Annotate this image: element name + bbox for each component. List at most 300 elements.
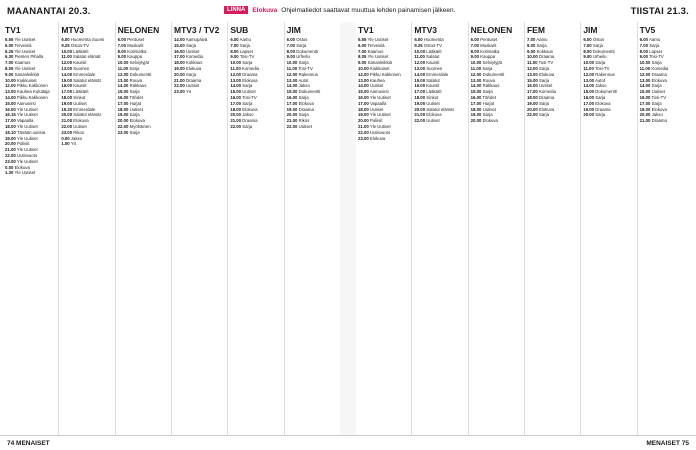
program-entry xyxy=(61,66,112,71)
channel-column xyxy=(3,22,59,435)
program-title: Draama xyxy=(242,118,258,124)
program-title: Sarja xyxy=(538,100,549,106)
channel-column xyxy=(356,22,412,435)
program-entry xyxy=(61,101,112,106)
program-title: Aamuvirsi xyxy=(369,89,389,95)
program-title: Yle Uutiset xyxy=(367,37,389,42)
program-time: 16.00 xyxy=(583,94,595,100)
program-time: 10.00 xyxy=(583,60,595,66)
program-entry xyxy=(5,170,56,175)
program-entry xyxy=(583,49,634,54)
program-time: 13.00 xyxy=(286,77,298,83)
program-entry xyxy=(118,66,169,71)
program-title: Sarja xyxy=(129,65,140,71)
program-time: 6.00 xyxy=(470,37,480,42)
program-entry xyxy=(583,60,634,65)
program-title: Dokumentti xyxy=(129,71,152,77)
program-entry xyxy=(61,49,112,54)
program-time: 8.00 xyxy=(526,42,536,48)
program-title: Jakso xyxy=(242,112,254,118)
ad-label: Elokuva xyxy=(252,6,278,14)
program-time: 21.00 xyxy=(639,118,651,124)
program-time: 15.00 xyxy=(117,89,129,95)
program-title: Pikku Kakkonen xyxy=(16,94,48,100)
program-time: 20.00 xyxy=(61,112,73,118)
program-time: 17.00 xyxy=(173,54,185,60)
program-title: Hurjat xyxy=(129,100,142,106)
program-title: Sarja xyxy=(298,112,309,118)
program-entry xyxy=(414,54,465,59)
program-time: 9.00 xyxy=(639,54,649,60)
program-time: 13.00 xyxy=(639,77,651,83)
program-time: 21.00 xyxy=(5,147,16,153)
channel-name: JIM xyxy=(583,25,598,35)
program-time: 16.00 xyxy=(61,83,73,89)
program-title: Dokumentti xyxy=(298,89,321,95)
program-entry xyxy=(230,124,281,129)
program-entry xyxy=(118,130,169,135)
program-time: 8.00 xyxy=(286,48,296,54)
program-time: 9.00 xyxy=(358,60,367,66)
program-time: 7.00 xyxy=(230,42,239,48)
program-entry xyxy=(61,95,112,100)
program-entry xyxy=(5,153,56,158)
program-time: 9.00 xyxy=(583,54,592,60)
program-entry xyxy=(287,107,338,112)
program-title: Ostos-TV xyxy=(70,42,90,48)
left-date: MAANANTAI 20.3. xyxy=(7,6,91,17)
program-entry xyxy=(174,60,225,65)
program-entry xyxy=(230,78,281,83)
program-entry xyxy=(471,43,522,48)
program-entry xyxy=(358,107,409,112)
program-entry xyxy=(5,112,56,117)
program-title: Yö xyxy=(185,89,192,95)
program-entry xyxy=(5,54,56,59)
program-entry xyxy=(583,89,634,94)
channel-name: NELONEN xyxy=(470,25,513,35)
program-entry xyxy=(640,101,691,106)
program-time: 19.00 xyxy=(173,65,185,71)
program-title: Kaamos xyxy=(14,60,31,66)
program-time: 22.00 xyxy=(117,123,129,129)
program-entry xyxy=(640,49,691,54)
program-entry xyxy=(640,60,691,65)
program-title: Yle Uutiset xyxy=(14,48,36,54)
channel-column xyxy=(638,22,693,435)
program-entry xyxy=(5,141,56,146)
program-title: Yle Uutiset xyxy=(16,158,38,164)
program-entry xyxy=(5,37,56,42)
program-time: 15.00 xyxy=(414,77,426,83)
header-ad xyxy=(224,4,459,16)
program-entry xyxy=(61,130,112,135)
program-time: 20.00 xyxy=(5,141,16,147)
ad-logo: LINNA xyxy=(224,6,248,14)
program-entry xyxy=(640,112,691,117)
program-time: 12.00 xyxy=(583,71,595,77)
program-time: 7.00 xyxy=(117,42,127,48)
program-entry xyxy=(230,43,281,48)
program-time: 15.00 xyxy=(639,89,651,95)
program-time: 9.00 xyxy=(5,71,14,77)
program-title: Draama xyxy=(185,77,202,83)
program-title: Uutiset xyxy=(73,123,87,129)
program-title: Draama xyxy=(242,71,258,77)
program-title: Aamu xyxy=(648,37,661,42)
program-title: Jakso xyxy=(70,135,83,141)
ad-text: Ohjelmatiedot saattavat muuttua lehden painamisen jälkeen. xyxy=(281,6,456,14)
program-entry xyxy=(471,60,522,65)
program-time: 18.00 xyxy=(639,106,651,112)
program-entry xyxy=(471,49,522,54)
program-title: Lääkärit xyxy=(73,89,89,95)
program-entry xyxy=(287,43,338,48)
program-entry xyxy=(527,37,578,42)
program-title: Rouva xyxy=(482,77,496,83)
program-time: 21.00 xyxy=(173,77,185,83)
program-time: 10.00 xyxy=(286,60,298,66)
program-title: Elokuva xyxy=(426,112,442,118)
channel-column xyxy=(116,22,172,435)
program-time: 8.00 xyxy=(583,48,592,54)
channel-column xyxy=(172,22,228,435)
program-title: Urheilu xyxy=(296,54,310,60)
program-entry xyxy=(527,72,578,77)
program-entry xyxy=(358,54,409,59)
program-title: Tosi-TV xyxy=(538,60,554,66)
program-time: 12.00 xyxy=(286,71,298,77)
program-entry xyxy=(230,95,281,100)
program-time: 8.00 xyxy=(470,48,480,54)
program-time: 6.25 xyxy=(5,48,14,54)
program-time: 9.00 xyxy=(526,48,536,54)
program-time: 9.25 xyxy=(61,42,70,48)
program-title: Aamu xyxy=(239,37,251,42)
program-title: Sarja xyxy=(185,42,196,48)
program-time: 11.00 xyxy=(286,65,298,71)
program-title: Yle Uutiset xyxy=(367,54,389,60)
program-title: Sarja xyxy=(651,83,662,89)
program-time: 12.00 xyxy=(526,65,538,71)
program-title: Pikku Kakkonen xyxy=(369,71,401,77)
program-entry xyxy=(5,89,56,94)
right-page-number: MENAISET 75 xyxy=(646,440,689,447)
program-time: 18.00 xyxy=(5,123,16,129)
program-time: 18.00 xyxy=(526,94,538,100)
program-entry xyxy=(230,107,281,112)
program-entry xyxy=(471,101,522,106)
program-time: 20.00 xyxy=(526,106,538,112)
program-time: 19.00 xyxy=(526,100,538,106)
program-time: 20.00 xyxy=(286,112,298,118)
program-title: Uutiset xyxy=(426,100,440,106)
program-entry xyxy=(61,136,112,141)
program-title: Rikos xyxy=(298,118,310,124)
program-title: Pikku Kakkonen xyxy=(16,83,48,89)
program-entry xyxy=(230,54,281,59)
program-entry xyxy=(527,66,578,71)
program-time: 16.00 xyxy=(286,94,298,100)
program-entry xyxy=(61,54,112,59)
program-time: 20.00 xyxy=(414,106,426,112)
program-entry xyxy=(5,101,56,106)
program-entry xyxy=(358,118,409,123)
program-title: Sarja xyxy=(239,42,250,48)
program-time: 15.00 xyxy=(583,89,595,95)
program-entry xyxy=(527,49,578,54)
program-title: Tosi-TV xyxy=(239,54,255,60)
program-time: 10.00 xyxy=(61,48,73,54)
program-time: 16.00 xyxy=(414,83,426,89)
program-time: 13.00 xyxy=(470,77,482,83)
channel-name: MTV3 xyxy=(414,25,437,35)
channel-name: TV1 xyxy=(5,25,21,35)
program-entry xyxy=(471,112,522,117)
program-entry xyxy=(287,72,338,77)
program-title: Sarja xyxy=(538,65,549,71)
program-entry xyxy=(640,118,691,123)
program-entry xyxy=(640,89,691,94)
program-entry xyxy=(5,147,56,152)
program-time: 22.00 xyxy=(5,152,16,158)
program-title: Lääkärit xyxy=(426,48,442,54)
page-footer xyxy=(0,435,696,450)
program-title: Uutiset xyxy=(242,89,256,95)
program-time: 10.00 xyxy=(639,60,651,66)
program-time: 5.55 xyxy=(358,37,367,42)
program-time: 10.00 xyxy=(117,60,129,66)
program-title: Lääkärit xyxy=(73,48,89,54)
program-entry xyxy=(287,54,338,59)
program-entry xyxy=(174,66,225,71)
program-entry xyxy=(5,165,56,170)
program-title: Yö xyxy=(70,141,77,147)
program-title: Tähdet xyxy=(129,94,143,100)
program-title: Salatut xyxy=(426,77,440,83)
program-title: Ostos xyxy=(592,37,605,42)
program-title: Rakkaus xyxy=(482,83,500,89)
program-title: Emmerdale xyxy=(73,106,96,112)
program-entry xyxy=(358,37,409,42)
program-title: Uutisvuoto xyxy=(369,129,391,135)
program-title: Salatut elämät xyxy=(73,77,101,83)
program-entry xyxy=(118,89,169,94)
program-time: 18.00 xyxy=(230,106,242,112)
program-time: 12.00 xyxy=(230,71,242,77)
program-time: 12.00 xyxy=(414,60,426,66)
program-entry xyxy=(527,89,578,94)
program-title: Elokuva xyxy=(14,164,30,170)
program-time: 21.00 xyxy=(358,123,369,129)
program-entry xyxy=(118,72,169,77)
program-time: 19.00 xyxy=(61,100,73,106)
program-title: Lääkärit xyxy=(426,89,442,95)
program-title: Yle Uutiset xyxy=(16,147,38,153)
program-title: Sarja xyxy=(185,71,196,77)
program-entry xyxy=(118,60,169,65)
program-entry xyxy=(583,43,634,48)
program-time: 9.25 xyxy=(414,42,423,48)
program-entry xyxy=(174,49,225,54)
program-title: Tosi-TV xyxy=(594,65,610,71)
program-time: 0.00 xyxy=(61,135,70,141)
program-title: Dokumentti xyxy=(592,48,615,54)
program-entry xyxy=(118,78,169,83)
program-time: 15.00 xyxy=(358,89,369,95)
program-entry xyxy=(414,118,465,123)
channel-name: MTV3 / TV2 xyxy=(173,25,220,35)
program-entry xyxy=(471,89,522,94)
program-time: 6.00 xyxy=(286,37,296,42)
program-entry xyxy=(61,78,112,83)
program-time: 8.00 xyxy=(117,48,127,54)
program-title: Kokkaus xyxy=(185,60,203,66)
program-time: 8.05 xyxy=(358,54,367,60)
channel-column xyxy=(285,22,340,435)
program-time: 10.00 xyxy=(470,60,482,66)
program-title: Ostos-TV xyxy=(423,42,443,48)
channel-name: NELONEN xyxy=(117,25,160,35)
program-title: Uutiset xyxy=(482,106,496,112)
program-time: 20.00 xyxy=(639,112,651,118)
program-entry xyxy=(230,60,281,65)
program-time: 7.00 xyxy=(639,42,649,48)
program-entry xyxy=(414,60,465,65)
program-time: 16.15 xyxy=(5,112,16,118)
program-title: Komedia xyxy=(242,65,259,71)
program-title: Emmerdale xyxy=(426,71,449,77)
program-entry xyxy=(358,101,409,106)
program-time: 22.00 xyxy=(286,123,298,129)
program-time: 13.00 xyxy=(583,77,595,83)
program-entry xyxy=(358,95,409,100)
channel-column xyxy=(59,22,115,435)
program-time: 12.00 xyxy=(5,83,16,89)
program-title: Elokuva xyxy=(73,118,89,124)
program-title: Kauniit xyxy=(73,60,87,66)
program-entry xyxy=(527,107,578,112)
program-entry xyxy=(640,95,691,100)
program-title: Elokuva xyxy=(651,106,667,112)
program-entry xyxy=(471,37,522,42)
program-title: Ostos xyxy=(296,37,308,42)
program-entry xyxy=(230,83,281,88)
program-title: Sarja xyxy=(129,129,140,135)
program-time: 6.00 xyxy=(61,37,70,42)
program-entry xyxy=(287,112,338,117)
program-title: Salatut elämät xyxy=(426,106,454,112)
program-title: Tosi-TV xyxy=(242,94,257,100)
program-title: Uutiset xyxy=(538,83,553,89)
program-entry xyxy=(527,95,578,100)
program-time: 5.55 xyxy=(5,37,14,42)
channel-name: FEM xyxy=(526,25,545,35)
program-time: 7.00 xyxy=(470,42,480,48)
program-time: 23.00 xyxy=(358,135,369,141)
program-title: Draama xyxy=(651,71,667,77)
program-title: Sarja xyxy=(538,112,549,118)
program-title: Rakennus xyxy=(595,71,615,77)
program-title: Sarja xyxy=(482,89,493,95)
program-entry xyxy=(358,112,409,117)
program-title: Sarja xyxy=(592,42,603,48)
program-time: 20.00 xyxy=(470,118,482,124)
program-title: Sarja xyxy=(536,42,547,48)
program-time: 23.00 xyxy=(117,129,129,135)
program-time: 11.00 xyxy=(414,54,425,60)
program-entry xyxy=(583,101,634,106)
program-time: 18.00 xyxy=(117,106,129,112)
program-title: Elokuva xyxy=(595,100,611,106)
program-time: 16.00 xyxy=(358,94,369,100)
program-title: Sarja xyxy=(595,60,606,66)
program-entry xyxy=(287,60,338,65)
program-entry xyxy=(174,89,225,94)
program-title: Kauhea xyxy=(369,77,385,83)
program-time: 6.00 xyxy=(583,37,592,42)
program-entry xyxy=(640,78,691,83)
program-time: 6.00 xyxy=(230,37,239,42)
program-entry xyxy=(5,72,56,77)
program-title: Uutiset xyxy=(426,118,440,124)
program-title: Hurjat xyxy=(482,100,495,106)
channel-name: JIM xyxy=(286,25,301,35)
program-title: Uutiset xyxy=(369,106,384,112)
program-entry xyxy=(5,60,56,65)
program-title: Myöhäinen xyxy=(129,123,151,129)
program-entry xyxy=(61,112,112,117)
program-title: Elokuva xyxy=(298,100,314,106)
program-title: Pienten Pihalla xyxy=(14,54,44,60)
program-title: Rakennus xyxy=(298,71,318,77)
program-title: Draama xyxy=(651,118,667,124)
program-title: Suomen xyxy=(426,65,443,71)
program-title: Salatut elämät xyxy=(73,112,101,118)
program-entry xyxy=(640,83,691,88)
program-title: Kiukkuiset xyxy=(369,65,390,71)
program-title: Kiukkuiset xyxy=(16,77,37,83)
program-time: 11.00 xyxy=(526,60,538,66)
program-entry xyxy=(5,95,56,100)
program-title: Uutiset xyxy=(185,48,200,54)
program-time: 14.00 xyxy=(61,71,73,77)
program-entry xyxy=(230,72,281,77)
program-title: Elokuva xyxy=(538,106,555,112)
program-entry xyxy=(640,43,691,48)
program-time: 14.00 xyxy=(173,37,185,42)
program-entry xyxy=(583,72,634,77)
program-time: 11.00 xyxy=(470,65,482,71)
program-time: 8.00 xyxy=(639,48,649,54)
program-title: Sarja xyxy=(595,112,606,118)
program-title: Elokuva xyxy=(242,106,258,112)
program-entry xyxy=(118,101,169,106)
channel-column xyxy=(525,22,581,435)
program-entry xyxy=(414,49,465,54)
program-time: 15.00 xyxy=(5,100,16,106)
program-entry xyxy=(230,112,281,117)
program-time: 18.00 xyxy=(173,60,185,66)
program-title: Draama xyxy=(298,106,314,112)
program-time: 22.00 xyxy=(61,123,73,129)
program-time: 13.00 xyxy=(358,77,369,83)
program-entry xyxy=(471,95,522,100)
program-title: Suomen xyxy=(73,65,90,71)
program-title: Yle Uutiset xyxy=(16,135,38,141)
program-title: Draama xyxy=(538,94,555,100)
program-title: Elokuva xyxy=(129,118,145,124)
